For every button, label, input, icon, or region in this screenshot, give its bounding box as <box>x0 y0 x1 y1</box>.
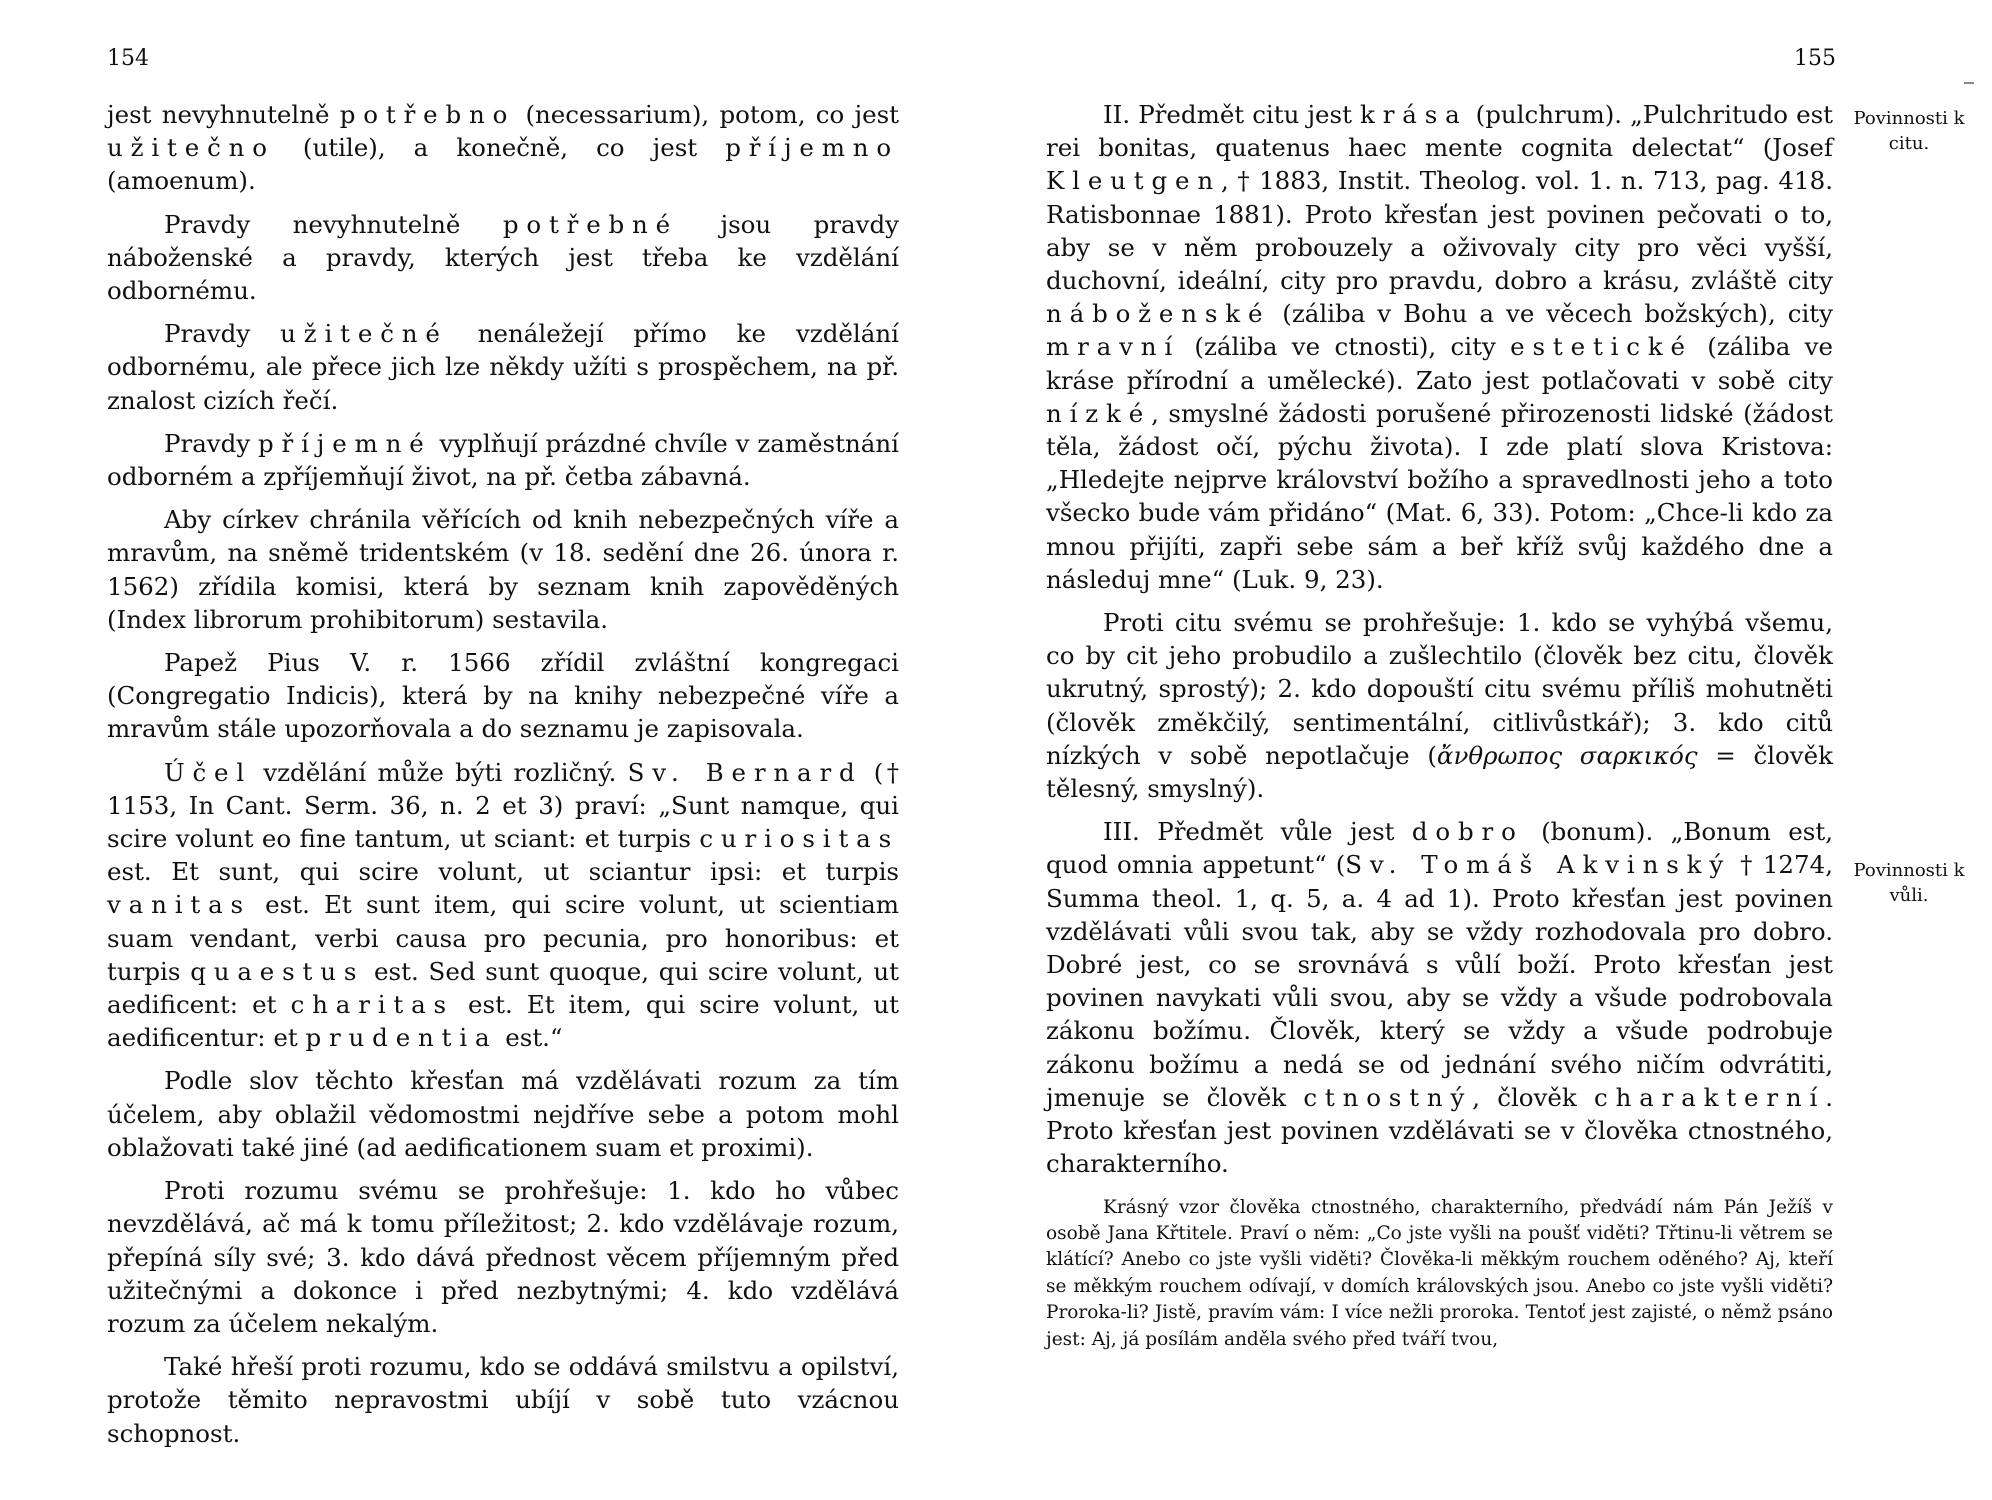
margin-note-feeling: Povinnosti k citu. <box>1853 108 1965 154</box>
scan-artifact <box>1964 82 1974 84</box>
margin-note-will: Povinnosti k vůli. <box>1853 860 1965 906</box>
page-number-left: 154 <box>107 46 149 71</box>
paragraph-pius-v: Papež Pius V. r. 1566 zřídil zvláštní kongregaci (Congregatio Indicis), která by na knihy nebezpečné víře a mravům stále upozorňovala a do seznamu je zapisovala. <box>107 648 899 744</box>
paragraph-useful-truths: Pravdy užitečné nenáležejí přímo ke vzdělání odbornému, ale přece jich lze někdy užíti s prospěchem, na př. znalost cizích řečí. <box>107 319 899 415</box>
paragraph-sins-reason: Proti rozumu svému se prohřešuje: 1. kdo ho vůbec nevzdělává, ač má k tomu příležitost; 2. kdo vzdělávaje rozum, přepíná síly své; 3. kdo dává přednost věcem příjemným před užitečnými a dokonce i před nezbytnými; 4. kdo vzdělává rozum za účelem nekalým. <box>107 1176 899 1338</box>
paragraph-pleasant-truths: Pravdy příjemné vyplňují prázdné chvíle v zaměstnání odborném a zpříjemňují život, na př. četba zábavná. <box>107 428 899 492</box>
paragraph-necessity: jest nevyhnutelně potřebno (necessarium), potom, co jest užitečno (utile), a konečně, co jest příjemno (amoenum). <box>107 100 899 196</box>
paragraph-sins-feeling: Proti citu svému se prohřešuje: 1. kdo se vyhýbá všemu, co by cit jeho probudilo a zušlechtilo (člověk bez citu, člověk ukrutný, sprostý); 2. kdo dopouští citu svému příliš mohutněti (člověk změkčilý, sentimentální, citlivůstkář); 3. kdo citů nízkých v sobě nepotlačuje (ἄνθρωπος σαρκικός = člověk tělesný, smyslný). <box>1046 608 1833 804</box>
paragraph-christian-reason: Podle slov těchto křesťan má vzdělávati rozum za tím účelem, aby oblažil vědomostmi nejdříve sebe a potom mohl oblažovati také jiné (ad aedificationem suam et proximi). <box>107 1066 899 1162</box>
paragraph-purpose: Účel vzdělání může býti rozličný. Sv. Bernard († 1153, In Cant. Serm. 36, n. 2 et 3) praví: „Sunt namque, qui scire volunt eo fine tantum, ut sciant: et turpis curiositas est. Et sunt, qui scire volunt, ut sciantur ipsi: et turpis vanitas est. Et sunt item, qui scire volunt, ut scientiam suam vendant, verbi causa pro pecunia, pro honoribus: et turpis quaestus est. Sed sunt quoque, qui scire volunt, ut aedificent: et charitas est. Et item, qui scire volunt, ut aedificentur: et prudentia est.“ <box>107 757 900 1053</box>
left-text-block <box>107 98 899 1460</box>
page-number-right: 155 <box>1794 46 1836 71</box>
right-text-block <box>1046 98 1833 1353</box>
footnote-john-baptist: Krásný vzor člověka ctnostného, charakterního, předvádí nám Pán Ježíš v osobě Jana Křtitele. Praví o něm: „Co jste vyšli na poušť viděti? Třtinu-li větrem se klátící? Anebo co jste vyšli viděti? Člověka-li měkkým rouchem oděného? Aj, kteří se měkkým rouchem odívají, v domích královských jsou. Anebo co jste vyšli viděti? Proroka-li? Jistě, pravím vám: I více nežli proroka. Tentoť jest zajisté, o němž psáno jest: Aj, já posílám anděla svého před tváří tvou, <box>1046 1196 1833 1350</box>
greek-phrase: ἄνθρωπος σαρκικός <box>1436 740 1698 770</box>
paragraph-church-commission: Aby církev chránila věřících od knih nebezpečných víře a mravům, na sněmě tridentském (v 18. sedění dne 26. února r. 1562) zřídila komisi, která by seznam knih zapověděných (Index librorum prohibitorum) sestavila. <box>107 505 899 634</box>
paragraph-feeling-object: II. Předmět citu jest krása (pulchrum). „Pulchritudo est rei bonitas, quatenus haec mente cognita delectat“ (Josef Kleutgen, † 1883, Instit. Theolog. vol. 1. n. 713, pag. 418. Ratisbonnae 1881). Proto křesťan jest povinen pečovati o to, aby se v něm probouzely a oživovaly city pro věci vyšší, duchovní, ideální, city pro pravdu, dobro a krásu, zvláště city náboženské (záliba v Bohu a ve věcech božských), city mravní (záliba ve ctnosti), city estetické (záliba ve kráse přírodní a umělecké). Zato jest potlačovati v sobě city nízké, smyslné žádosti porušené přirozenosti lidské (žádost těla, žádost očí, pýchu života). I zde platí slova Kristova: „Hledejte nejprve království božího a spravedlnosti jeho a toto všecko bude vám přidáno“ (Mat. 6, 33). Potom: „Chce-li kdo za mnou přijíti, zapři sebe sám a beř kříž svůj každého dne a následuj mne“ (Luk. 9, 23). <box>1046 100 1833 594</box>
right-page <box>996 0 1992 1500</box>
paragraph-necessary-truths: Pravdy nevyhnutelně potřebné jsou pravdy náboženské a pravdy, kterých jest třeba ke vzdělání odbornému. <box>107 209 899 306</box>
paragraph-will-object: III. Předmět vůle jest dobro (bonum). „Bonum est, quod omnia appetunt“ (Sv. Tomáš Akvinský † 1274, Summa theol. 1, q. 5, a. 4 ad 1). Proto křesťan jest povinen vzdělávati vůli svou tak, aby se vždy rozhodovala pro dobro. Dobré jest, co se srovnává s vůlí boží. Proto křesťan jest povinen navykati vůli svou, aby se vždy a všude podrobovala zákonu božímu. Člověk, který se vždy a všude podrobuje zákonu božímu a nedá se od jednání svého ničím odvrátiti, jmenuje se člověk ctnostný, člověk charakterní. Proto křesťan jest povinen vzdělávati se v člověka ctnostného, charakterního. <box>1046 817 1833 1179</box>
paragraph-vices: Také hřeší proti rozumu, kdo se oddává smilstvu a opilství, protože těmito nepravostmi ubíjí v sobě tuto vzácnou schopnost. <box>107 1352 899 1448</box>
